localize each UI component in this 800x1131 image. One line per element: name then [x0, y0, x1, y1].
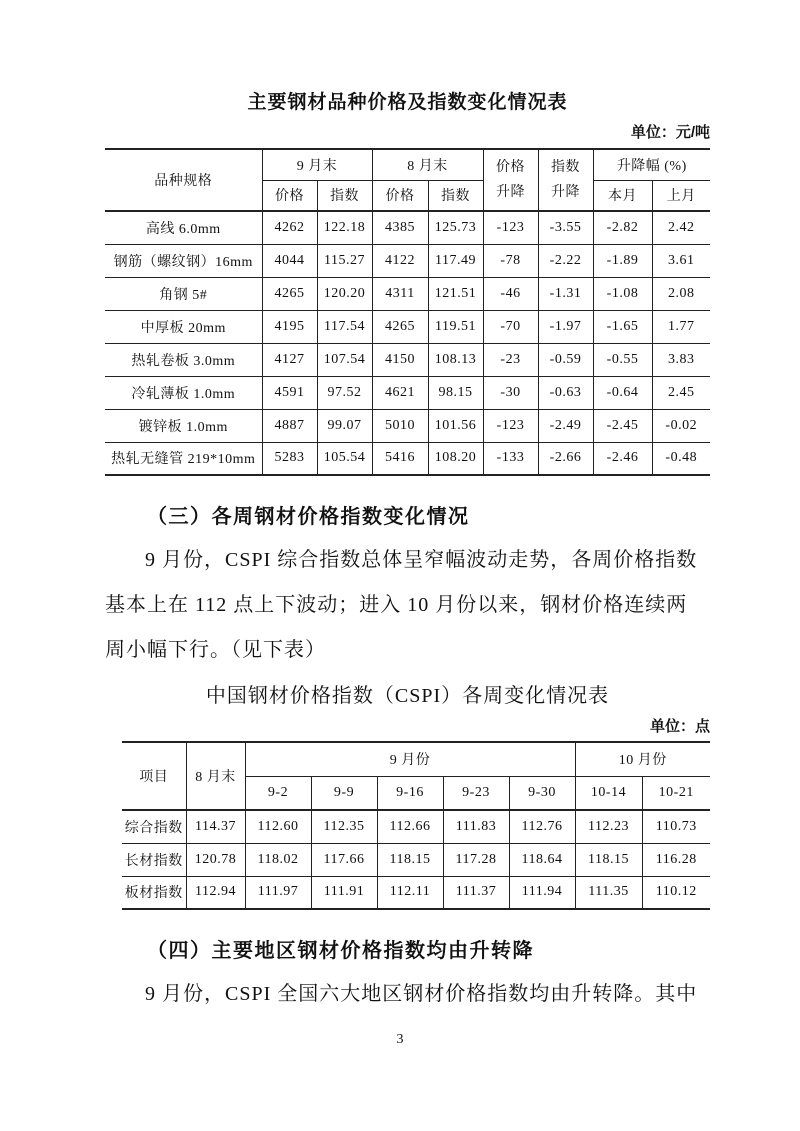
header-cell-price: 价格 [372, 180, 428, 211]
table-cell: 107.54 [317, 343, 372, 376]
table1-unit-label: 单位：元/吨 [630, 124, 710, 141]
table-row [105, 442, 710, 475]
table-cell: 长材指数 [122, 843, 186, 876]
table-cell: 118.64 [509, 843, 575, 876]
table-cell: 3.83 [652, 343, 710, 376]
table-row [122, 810, 710, 843]
table-cell: -2.49 [538, 409, 593, 442]
table-cell: 3.61 [652, 244, 710, 277]
header-cell-week: 9-2 [245, 776, 311, 810]
table-cell: 4591 [262, 376, 317, 409]
paragraph-line: 9 月份，CSPI 综合指数总体呈窄幅波动走势，各周价格指数 [145, 549, 698, 571]
table-cell: -2.46 [593, 442, 652, 475]
table-cell: -133 [483, 442, 538, 475]
header-cell-price: 价格 [262, 180, 317, 211]
table-cell: -0.63 [538, 376, 593, 409]
paragraph-line: 基本上在 112 点上下波动；进入 10 月份以来，钢材价格连续两 [105, 594, 688, 616]
table-cell: -0.59 [538, 343, 593, 376]
table-header-row [122, 742, 710, 776]
header-cell-week: 10-21 [642, 776, 710, 810]
table-cell: 112.11 [377, 876, 443, 909]
table-cell: 117.49 [428, 244, 483, 277]
table-cell: -0.48 [652, 442, 710, 475]
table-row [105, 376, 710, 409]
page-content [105, 0, 710, 1017]
header-cell-week: 9-16 [377, 776, 443, 810]
table-cell: -78 [483, 244, 538, 277]
price-change-line1: 价格 [496, 159, 525, 175]
table-row [105, 310, 710, 343]
steel-products-table [105, 148, 710, 476]
cspi-weekly-table [122, 741, 710, 910]
table-row [105, 409, 710, 442]
table-cell: -2.22 [538, 244, 593, 277]
table1-title: 主要钢材品种价格及指数变化情况表 [247, 92, 568, 113]
table-cell: 112.94 [186, 876, 245, 909]
header-cell-aug-end: 8 月末 [372, 149, 483, 180]
section4-heading: （四）主要地区钢材价格指数均由升转降 [147, 940, 534, 962]
table-cell: 综合指数 [122, 810, 186, 843]
table-cell: 4262 [262, 211, 317, 244]
steel-products-table-body [105, 211, 710, 475]
table-cell: 2.45 [652, 376, 710, 409]
table-cell: 118.15 [575, 843, 642, 876]
table-cell: 5416 [372, 442, 428, 475]
header-cell-price-change [483, 149, 538, 211]
header-cell-item: 项目 [122, 742, 186, 810]
table-cell: 118.15 [377, 843, 443, 876]
index-change-line2: 升降 [551, 185, 580, 200]
header-cell-this-month: 本月 [593, 180, 652, 211]
table-cell: 111.35 [575, 876, 642, 909]
table-cell: 高线 6.0mm [105, 211, 262, 244]
table-cell: 4195 [262, 310, 317, 343]
table2-title: 中国钢材价格指数（CSPI）各周变化情况表 [205, 685, 610, 707]
table-cell: 117.66 [311, 843, 377, 876]
table-cell: -123 [483, 409, 538, 442]
table-row [105, 244, 710, 277]
table2-unit-label: 单位：点 [649, 719, 710, 735]
table-cell: 冷轧薄板 1.0mm [105, 376, 262, 409]
table-cell: 2.08 [652, 277, 710, 310]
table-cell: 4265 [372, 310, 428, 343]
table-cell: 97.52 [317, 376, 372, 409]
index-change-line1: 指数 [551, 159, 580, 175]
table-cell: 108.20 [428, 442, 483, 475]
table-cell: 5010 [372, 409, 428, 442]
header-cell-index-change [538, 149, 593, 211]
header-cell-aug-end: 8 月末 [186, 742, 245, 810]
table-cell: 热轧卷板 3.0mm [105, 343, 262, 376]
cspi-weekly-table-body [122, 810, 710, 909]
table-cell: 4311 [372, 277, 428, 310]
table-cell: 110.12 [642, 876, 710, 909]
steel-products-table-header [105, 149, 710, 211]
table-cell: -1.97 [538, 310, 593, 343]
table-cell: -1.89 [593, 244, 652, 277]
table-cell: 112.76 [509, 810, 575, 843]
table-cell: 112.60 [245, 810, 311, 843]
table-cell: -2.66 [538, 442, 593, 475]
table-cell: 2.42 [652, 211, 710, 244]
table-cell: 108.13 [428, 343, 483, 376]
table-cell: -123 [483, 211, 538, 244]
table-cell: 板材指数 [122, 876, 186, 909]
table-cell: 4150 [372, 343, 428, 376]
table-cell: 111.37 [443, 876, 509, 909]
table-cell: 117.28 [443, 843, 509, 876]
table-cell: 111.97 [245, 876, 311, 909]
table-cell: -1.65 [593, 310, 652, 343]
table-cell: 110.73 [642, 810, 710, 843]
table-cell: 中厚板 20mm [105, 310, 262, 343]
header-cell-sep-group: 9 月份 [245, 742, 575, 776]
table-cell: 角钢 5# [105, 277, 262, 310]
table-cell: 125.73 [428, 211, 483, 244]
header-cell-change-pct: 升降幅 (%) [593, 149, 710, 180]
table-cell: 4122 [372, 244, 428, 277]
table-row [122, 843, 710, 876]
table-cell: 119.51 [428, 310, 483, 343]
table-cell: 热轧无缝管 219*10mm [105, 442, 262, 475]
table-cell: 99.07 [317, 409, 372, 442]
header-cell-week: 9-23 [443, 776, 509, 810]
paragraph-line: 周小幅下行。（见下表） [105, 639, 326, 661]
table-cell: 120.78 [186, 843, 245, 876]
table-cell: 122.18 [317, 211, 372, 244]
table-cell: -2.45 [593, 409, 652, 442]
table-cell: 111.94 [509, 876, 575, 909]
table-cell: -0.55 [593, 343, 652, 376]
table-cell: 112.35 [311, 810, 377, 843]
table-cell: 115.27 [317, 244, 372, 277]
table-cell: 4044 [262, 244, 317, 277]
table-cell: 105.54 [317, 442, 372, 475]
section4-paragraph [105, 972, 710, 1017]
table-cell: 镀锌板 1.0mm [105, 409, 262, 442]
table-cell: -30 [483, 376, 538, 409]
table-cell: 114.37 [186, 810, 245, 843]
table-cell: -2.82 [593, 211, 652, 244]
table-cell: 111.83 [443, 810, 509, 843]
table-cell: 4887 [262, 409, 317, 442]
header-cell-oct-group: 10 月份 [575, 742, 710, 776]
section3-heading: （三）各周钢材价格指数变化情况 [147, 506, 470, 528]
table-cell: 121.51 [428, 277, 483, 310]
table-cell: 钢筋（螺纹钢）16mm [105, 244, 262, 277]
section3-paragraph [105, 538, 710, 673]
table-cell: -0.64 [593, 376, 652, 409]
table-cell: -3.55 [538, 211, 593, 244]
table-cell: -1.08 [593, 277, 652, 310]
table-cell: 4265 [262, 277, 317, 310]
table-cell: -46 [483, 277, 538, 310]
table-cell: 112.23 [575, 810, 642, 843]
table-row [105, 277, 710, 310]
table-row [105, 343, 710, 376]
table-cell: 117.54 [317, 310, 372, 343]
price-change-line2: 升降 [496, 185, 525, 200]
table-cell: 1.77 [652, 310, 710, 343]
paragraph-line: 9 月份，CSPI 全国六大地区钢材价格指数均由升转降。其中 [145, 983, 698, 1005]
table-cell: 120.20 [317, 277, 372, 310]
table-cell: 4127 [262, 343, 317, 376]
header-cell-week: 9-30 [509, 776, 575, 810]
table-cell: -0.02 [652, 409, 710, 442]
table-cell: 112.66 [377, 810, 443, 843]
header-cell-index: 指数 [428, 180, 483, 211]
header-cell-spec: 品种规格 [105, 149, 262, 211]
table-row [105, 211, 710, 244]
table-header-row [105, 149, 710, 180]
table-cell: -70 [483, 310, 538, 343]
header-cell-week: 10-14 [575, 776, 642, 810]
table-cell: 98.15 [428, 376, 483, 409]
table-cell: -23 [483, 343, 538, 376]
page-number: 3 [396, 1032, 404, 1047]
table-cell: 4385 [372, 211, 428, 244]
table-cell: 4621 [372, 376, 428, 409]
cspi-weekly-table-header [122, 742, 710, 810]
header-cell-index: 指数 [317, 180, 372, 211]
table-cell: 101.56 [428, 409, 483, 442]
table-cell: -1.31 [538, 277, 593, 310]
header-cell-week: 9-9 [311, 776, 377, 810]
table-cell: 116.28 [642, 843, 710, 876]
table-cell: 111.91 [311, 876, 377, 909]
header-cell-sep-end: 9 月末 [262, 149, 372, 180]
table-cell: 118.02 [245, 843, 311, 876]
table-cell: 5283 [262, 442, 317, 475]
header-cell-last-month: 上月 [652, 180, 710, 211]
table-row [122, 876, 710, 909]
